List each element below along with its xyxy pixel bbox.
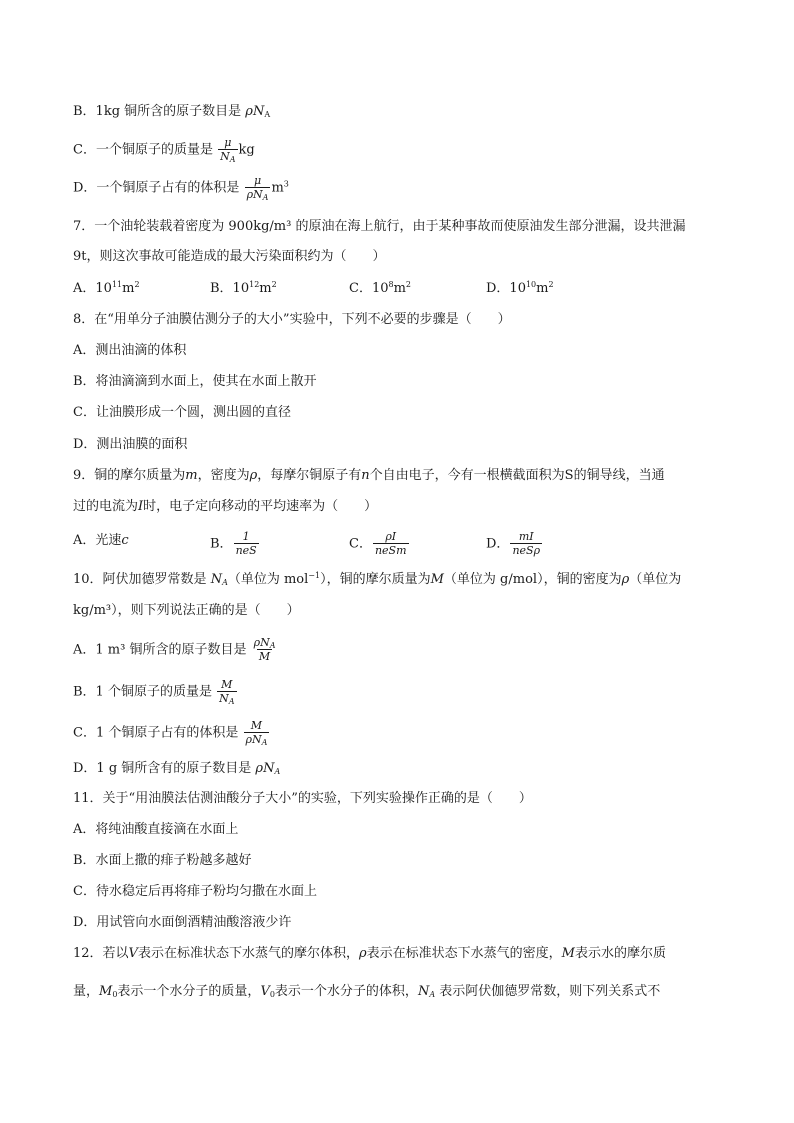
q7-option-b	[210, 279, 277, 299]
q6-c-den-sub: A	[229, 155, 236, 164]
q12-stem-line1	[73, 945, 666, 963]
q9-option-a	[73, 531, 129, 551]
q10-c-den-text: ρN	[245, 733, 262, 746]
q10-s3: ），铜的摩尔质量为	[320, 572, 431, 587]
q12-var-v0: V	[260, 984, 270, 999]
q9-c-fraction	[373, 531, 409, 557]
q10-c-numerator: M	[250, 719, 263, 732]
q9-c-denominator: neSm	[374, 544, 407, 557]
q12-var-m0: M	[99, 984, 113, 999]
q7-b-exp: 12	[249, 280, 260, 289]
q8-stem: 8．在“用单分子油膜估测分子的大小”实验中，下列不必要的步骤是（ ）	[73, 312, 511, 327]
q7-d-unit-exp: 2	[548, 280, 554, 289]
q7-options	[73, 279, 773, 303]
q6-d-text: D．一个铜原子占有的体积是	[73, 180, 240, 196]
q10-d-text: D．1 g 铜所含有的原子数目是	[73, 761, 256, 776]
q10-b-den-text: N	[219, 692, 229, 705]
q12-stem-line2	[73, 983, 660, 1001]
q10-b-den-sub: A	[228, 697, 235, 706]
q7-stem-line2: 9t，则这次事故可能造成的最大污染面积约为（ ）	[73, 249, 386, 264]
q12-var-v0-sub: 0	[269, 990, 275, 999]
q7-a-unit: m	[122, 281, 135, 296]
q6-c-den-text: N	[220, 150, 230, 163]
q9-stem-line1	[73, 467, 665, 485]
q6-d-numerator: μ	[253, 174, 262, 187]
q9-stem-line2	[73, 498, 377, 516]
q10-b-numerator: M	[221, 678, 233, 691]
q6-c-text: C．一个铜原子的质量是	[73, 142, 213, 158]
q10-c-den-sub: A	[261, 738, 268, 747]
q10-b-text: B．1 个铜原子的质量是	[73, 684, 212, 700]
q12-var-v: V	[128, 946, 138, 961]
q12-var-m: M	[561, 946, 575, 961]
q7-d-unit: m	[536, 281, 549, 296]
q10-c-denominator	[244, 732, 270, 746]
q12-s3: 表示在标准状态下水蒸气的密度，	[366, 946, 562, 961]
q9-options	[73, 531, 773, 555]
q9-option-b	[210, 531, 260, 557]
q6-c-numerator: μ	[224, 136, 232, 149]
q10-s2: （单位为 mol	[227, 572, 309, 587]
q11-option-d: D．用试管向水面倒酒精油酸溶液少许	[73, 915, 292, 930]
q7-c-unit: m	[393, 281, 406, 296]
q9-c-text: C．	[349, 536, 372, 552]
q9-option-d	[486, 531, 543, 557]
q9-a-text: A．光速	[73, 533, 122, 548]
q9-d-denominator: neSρ	[512, 544, 541, 557]
q10-b-fraction	[217, 679, 236, 705]
q11-stem: 11．关于“用油膜法估测油酸分子大小”的实验，下列实验操作正确的是（ ）	[73, 791, 532, 806]
q12-s7: 表示一个水分子的体积，	[274, 984, 418, 999]
q7-c-text: C．10	[349, 281, 389, 296]
q7-a-exp: 11	[111, 280, 123, 289]
q9-d-text: D．	[486, 536, 510, 552]
q6-b-expr: ρN	[245, 104, 265, 119]
q10-option-b	[73, 679, 238, 705]
q7-d-text: D．10	[486, 281, 526, 296]
q10-b-denominator	[217, 691, 236, 705]
q9-option-c	[349, 531, 410, 557]
q9-c-numerator: ρI	[385, 530, 397, 543]
q10-stem-line1	[73, 571, 681, 589]
q6-c-fraction	[218, 137, 237, 163]
q7-a-unit-exp: 2	[134, 280, 140, 289]
q9-b-denominator: neS	[235, 544, 257, 557]
q9-d-fraction	[510, 531, 542, 557]
q6-d-denominator	[245, 187, 271, 201]
q6-d-unit-sup: 3	[283, 179, 289, 189]
q9-s5: 过的电流为	[73, 499, 139, 514]
q10-a-fraction	[252, 637, 278, 663]
q10-var-rho: ρ	[621, 572, 630, 587]
q9-var-i: I	[138, 499, 144, 514]
q7-a-text: A．10	[73, 281, 112, 296]
q7-b-text: B．10	[210, 281, 250, 296]
q8-option-d: D．测出油膜的面积	[73, 437, 188, 452]
q9-s1: 9．铜的摩尔质量为	[73, 468, 186, 483]
q6-option-b	[73, 103, 270, 121]
q10-stem-line2: kg/m³），则下列说法正确的是（ ）	[73, 603, 300, 618]
q10-var-na-sub: A	[222, 578, 228, 587]
q10-option-a	[73, 637, 278, 663]
q9-s3: ，每摩尔铜原子有	[257, 468, 362, 483]
q10-option-d	[73, 760, 280, 778]
q7-option-a	[73, 279, 140, 299]
q10-d-expr: ρN	[255, 761, 275, 776]
q10-a-num-text: ρN	[253, 636, 270, 649]
q12-s4: 表示水的摩尔质	[574, 946, 666, 961]
q10-c-text: C．1 个铜原子占有的体积是	[73, 725, 239, 741]
q6-c-denominator	[218, 149, 237, 163]
q9-s4: 个自由电子，今有一根横截面积为S的铜导线，当通	[369, 468, 665, 483]
q10-a-num-sub: A	[269, 641, 276, 650]
q11-option-c: C．待水稳定后再将痱子粉均匀撒在水面上	[73, 884, 317, 899]
q7-option-d	[486, 279, 554, 299]
q10-a-numerator	[252, 637, 278, 649]
q10-a-text: A．1 m³ 铜所含的原子数目是	[73, 642, 247, 658]
q6-d-den-text: ρN	[246, 188, 263, 201]
q6-c-unit: kg	[238, 142, 255, 158]
q9-b-text: B．	[210, 536, 233, 552]
q7-b-unit-exp: 2	[271, 280, 277, 289]
q9-var-m: m	[185, 468, 198, 483]
q9-a-var: c	[121, 533, 129, 548]
q6-b-sub: A	[264, 110, 271, 119]
q7-d-exp: 10	[525, 280, 537, 289]
q9-var-n: n	[361, 468, 370, 483]
q10-a-denominator: M	[258, 650, 271, 663]
q10-s4: （单位为 g/mol），铜的密度为	[443, 572, 622, 587]
q6-d-unit: m	[271, 180, 284, 196]
q12-var-m0-sub: 0	[112, 990, 118, 999]
q9-s2: ，密度为	[197, 468, 250, 483]
q10-var-m: M	[430, 572, 444, 587]
q9-s6: 时，电子定向移动的平均速率为（ ）	[143, 499, 378, 514]
q11-option-a: A．将纯油酸直接滴在水面上	[73, 822, 239, 837]
q7-b-unit: m	[259, 281, 272, 296]
q6-d-fraction	[245, 175, 271, 201]
q10-option-c	[73, 720, 270, 746]
q10-s2-sup: −1	[308, 571, 321, 580]
q12-s1: 12．若以	[73, 946, 129, 961]
q6-d-den-sub: A	[262, 193, 269, 202]
q10-s5: （单位为	[629, 572, 682, 587]
q12-s5: 量，	[73, 984, 100, 999]
q12-s6: 表示一个水分子的质量，	[117, 984, 261, 999]
q6-option-d	[73, 175, 289, 201]
q9-var-rho: ρ	[249, 468, 258, 483]
q9-b-numerator: 1	[242, 530, 250, 543]
q12-var-na-sub: A	[429, 990, 436, 999]
q10-var-na: N	[210, 572, 223, 587]
q12-s2: 表示在标准状态下水蒸气的摩尔体积，	[137, 946, 359, 961]
q7-c-unit-exp: 2	[405, 280, 412, 289]
q7-c-exp: 8	[388, 280, 394, 289]
q8-option-b: B．将油滴滴到水面上，使其在水面上散开	[73, 374, 317, 389]
q12-s8: 表示阿伏伽德罗常数，则下列关系式不	[435, 984, 661, 999]
q7-stem-line1: 7．一个油轮装载着密度为 900kg/m³ 的原油在海上航行，由于某种事故而使原油发生部分泄漏，设共泄漏	[73, 219, 686, 234]
q6-b-text: B．1kg 铜所含的原子数目是	[73, 104, 246, 119]
q8-option-a: A．测出油滴的体积	[73, 343, 187, 358]
q9-b-fraction	[234, 531, 259, 557]
q8-option-c: C．让油膜形成一个圆，测出圆的直径	[73, 405, 291, 420]
q7-option-c	[349, 279, 411, 299]
q10-c-fraction	[244, 720, 270, 746]
q10-s1: 10．阿伏加德罗常数是	[73, 572, 211, 587]
q9-d-numerator: mI	[518, 530, 534, 543]
q10-d-sub: A	[274, 767, 281, 776]
q6-option-c	[73, 137, 255, 163]
q12-var-na: N	[417, 984, 430, 999]
q11-option-b: B．水面上撒的痱子粉越多越好	[73, 853, 252, 868]
q12-var-rho: ρ	[358, 946, 367, 961]
